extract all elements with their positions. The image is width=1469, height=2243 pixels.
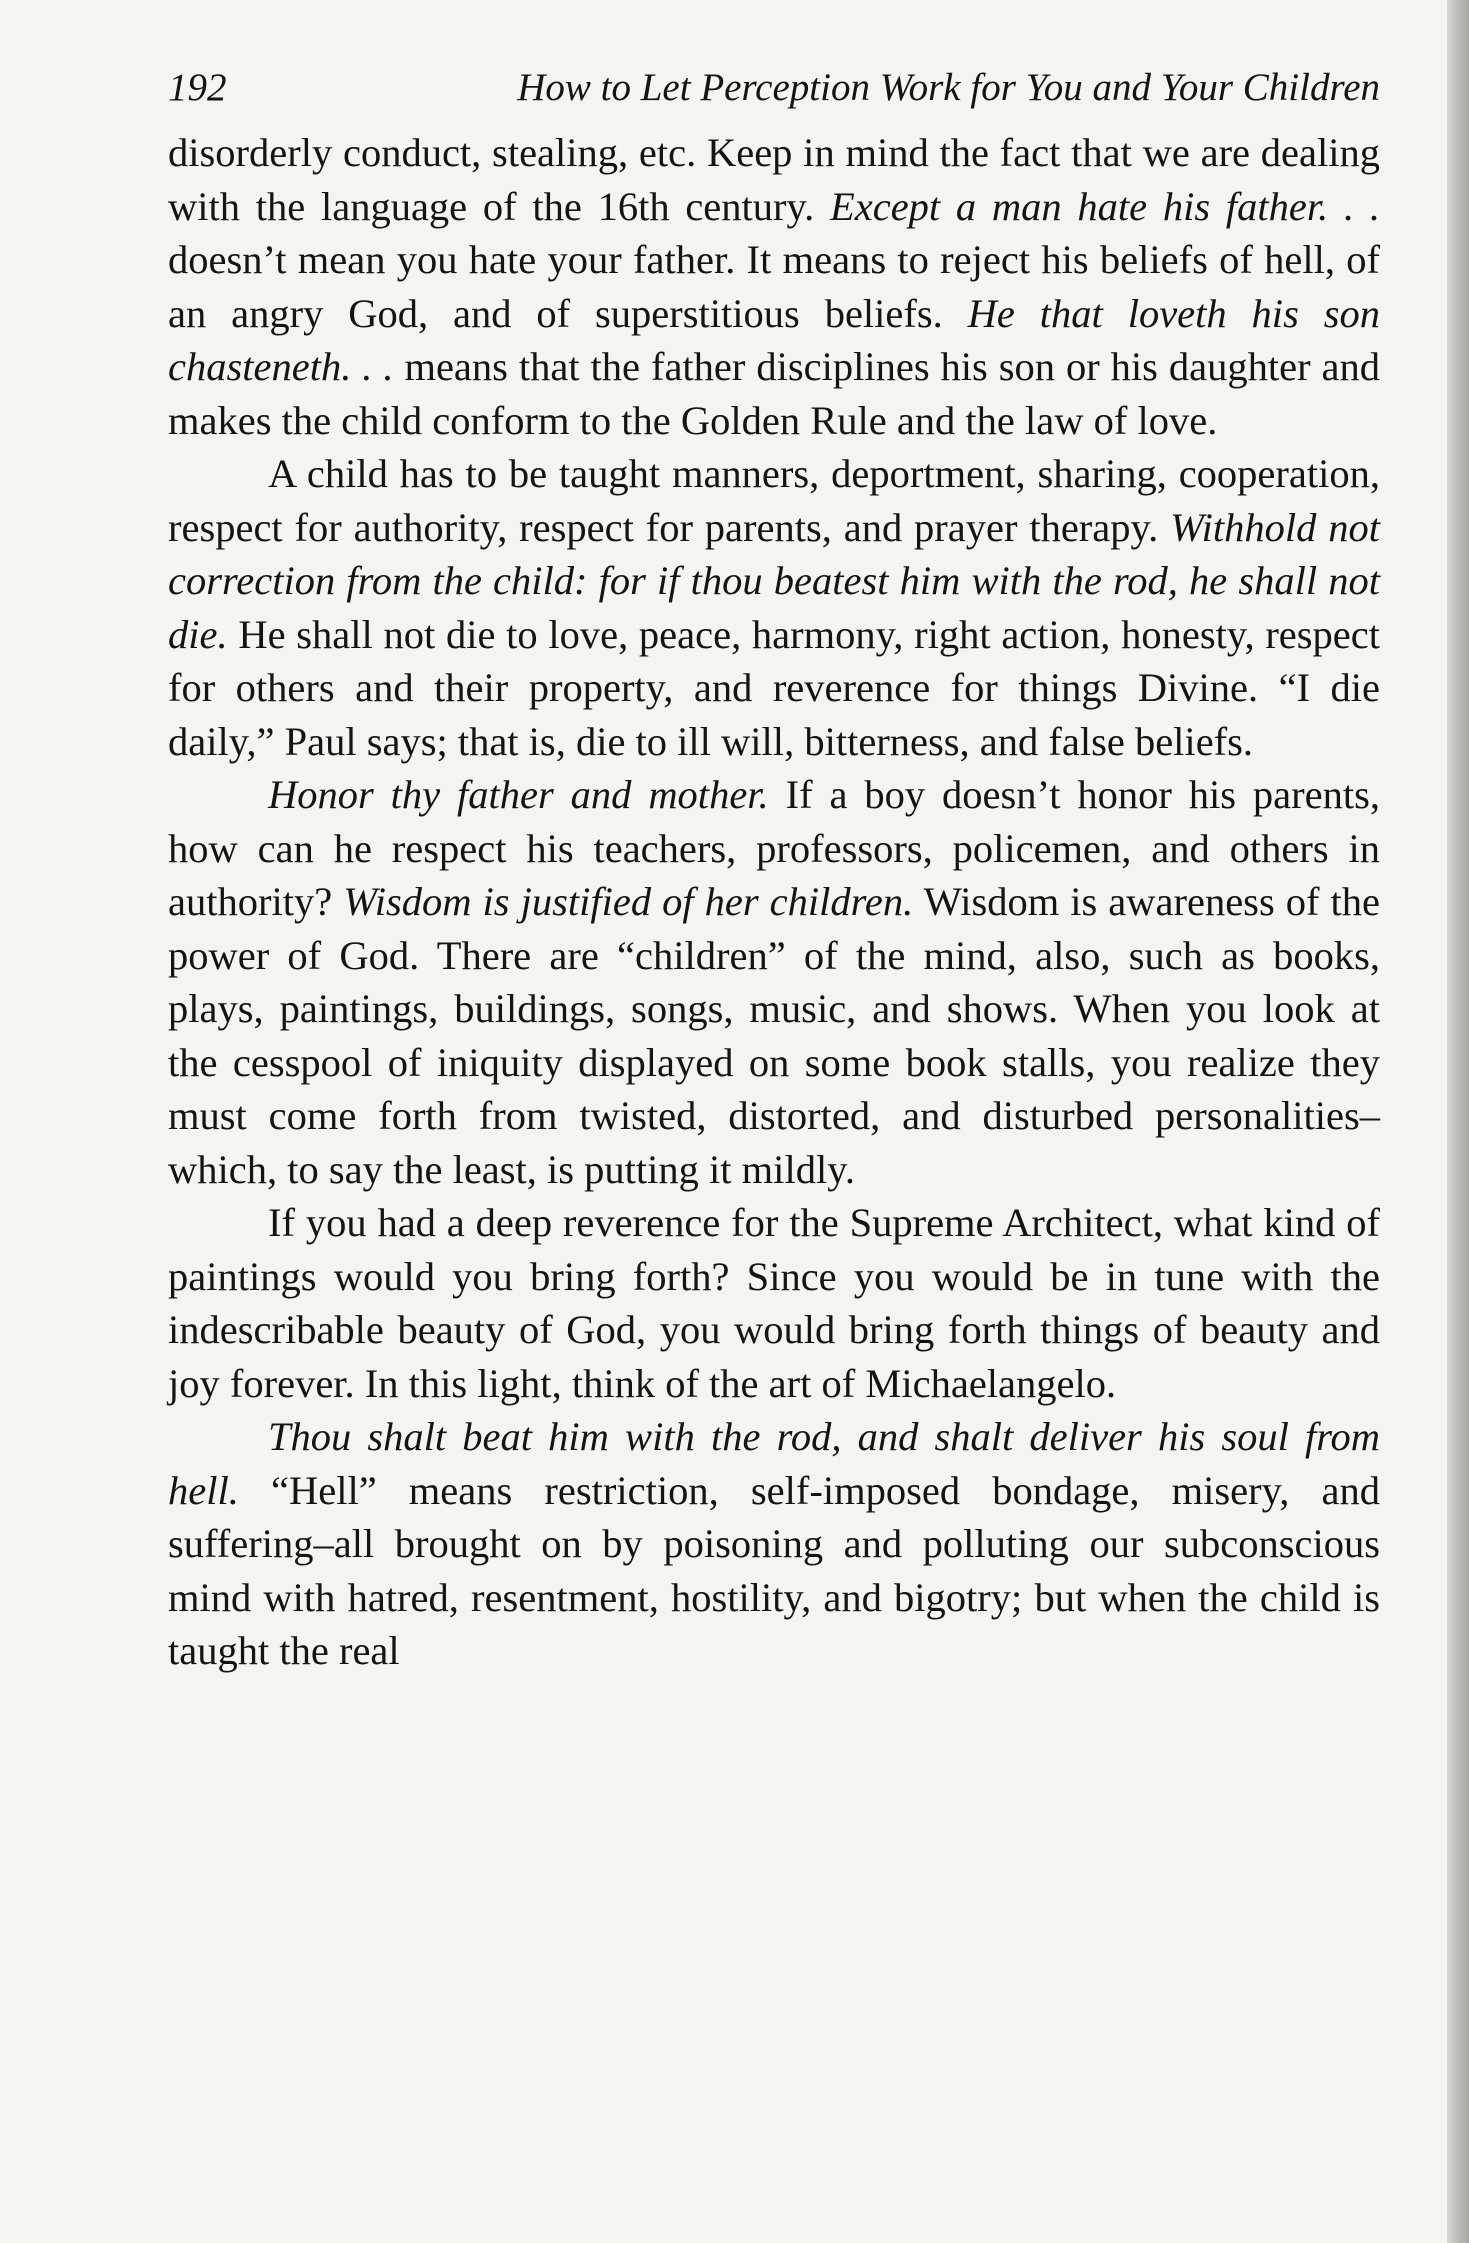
- text-run: disorderly conduct, stealing, etc. Keep in mind the fact that we are dealing with the language of the 16th century.: [168, 130, 1380, 229]
- paragraph: [168, 768, 1380, 1196]
- running-head: How to Let Perception Work for You and Your Children: [517, 66, 1380, 109]
- text-run: “Hell” means restriction, self-imposed bondage, misery, and suffering–all brought on by poisoning and polluting our subconscious mind with hatred, resentment, hostility, and bigotry; but when the child is taught the real: [168, 1467, 1380, 1673]
- page-edge-shadow: [1447, 0, 1469, 2243]
- text-run: If a boy doesn’t honor his parents, how can he respect his teachers, professors, policemen, and others in authority?: [168, 772, 1380, 924]
- paragraph: [168, 126, 1380, 447]
- text-run: means that the father disciplines his son or his daughter and makes the child conform to the Golden Rule and the law of love.: [168, 344, 1380, 443]
- page-header: [168, 58, 1380, 118]
- italic-quote: Wisdom is justified of her children.: [343, 879, 914, 924]
- text-run: Wisdom is awareness of the power of God. There are “children” of the mind, also, such as books, plays, paintings, buildings, songs, music, and shows. When you look at the cesspool of iniquity displayed on some book stalls, you realize they must come forth from twisted, distorted, and disturbed personalities–which, to say the least, is putting it mildly.: [168, 879, 1380, 1192]
- paragraph: [168, 1196, 1380, 1410]
- text-run: He shall not die to love, peace, harmony, right action, honesty, respect for others and their property, and reverence for things Divine. “I die daily,” Paul says; that is, die to ill will, bitterness, and false beliefs.: [168, 611, 1380, 764]
- text-run: If you had a deep reverence for the Supreme Architect, what kind of paintings would you bring forth? Since you would be in tune with the indescribable beauty of God, you would bring forth things of beauty and joy forever. In this light, think of the art of Michaelangelo.: [168, 1200, 1380, 1406]
- body-text: [168, 126, 1380, 1678]
- text-run: A child has to be taught manners, deportment, sharing, cooperation, respect for authority, respect for parents, and prayer therapy.: [168, 451, 1380, 550]
- text-run: doesn’t mean you hate your father. It means to reject his beliefs of hell, of an angry God, and of superstitious beliefs.: [168, 237, 1380, 336]
- italic-quote: Honor thy father and mother.: [268, 772, 769, 817]
- italic-quote: He that loveth his son chasteneth. . .: [168, 290, 1380, 389]
- italic-quote: Except a man hate his father. . .: [830, 183, 1380, 229]
- paragraph: [168, 1410, 1380, 1678]
- page-number: 192: [168, 66, 227, 109]
- italic-quote: Thou shalt beat him with the rod, and shalt deliver his soul from hell.: [168, 1414, 1380, 1513]
- italic-quote: Withhold not correction from the child: for if thou beatest him with the rod, he shall not die.: [168, 504, 1380, 657]
- paragraph: [168, 447, 1380, 768]
